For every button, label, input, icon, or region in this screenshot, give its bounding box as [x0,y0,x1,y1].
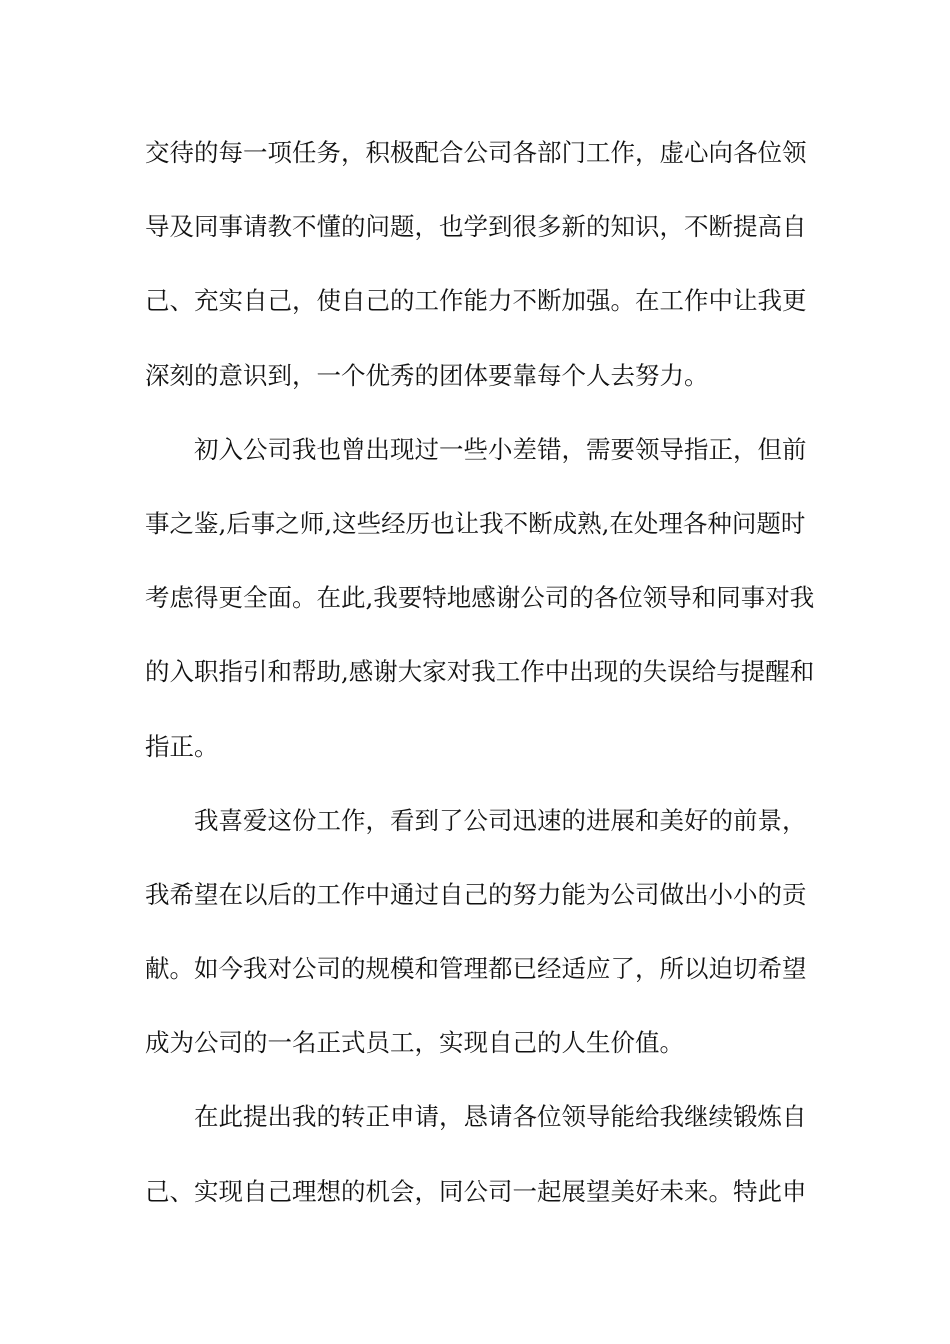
text-line: 考虑得更全面。在此,我要特地感谢公司的各位领导和同事对我 [145,583,815,613]
text-line: 交待的每一项任务，积极配合公司各部门工作，虚心向各位领 [145,138,807,167]
text-line: 的入职指引和帮助,感谢大家对我工作中出现的失误给与提醒和 [145,657,815,687]
text-line: 在此提出我的转正申请，恳请各位领导能给我继续锻炼自 [194,1102,807,1132]
text-line: 我希望在以后的工作中通过自己的努力能为公司做出小小的贡 [145,879,807,909]
text-line: 导及同事请教不懂的问题，也学到很多新的知识，不断提高自 [145,212,807,242]
text-line: 事之鉴,后事之师,这些经历也让我不断成熟,在处理各种问题时 [145,508,806,538]
text-line: 献。如今我对公司的规模和管理都已经适应了，所以迫切希望 [145,954,807,984]
text-line: 指正。 [145,731,219,761]
text-line: 初入公司我也曾出现过一些小差错，需要领导指正，但前 [194,434,807,464]
paragraph-1 [145,131,815,428]
paragraph-3 [145,799,815,1096]
document-body [145,131,815,1244]
text-line: 己、实现自己理想的机会，同公司一起展望美好未来。特此申 [145,1176,807,1206]
text-line: 深刻的意识到，一个优秀的团体要靠每个人去努力。 [145,360,709,390]
text-line: 成为公司的一名正式员工，实现自己的人生价值。 [145,1028,684,1058]
text-line: 己、充实自己，使自己的工作能力不断加强。在工作中让我更 [145,286,807,316]
paragraph-2 [145,428,815,799]
paragraph-4 [145,1095,815,1243]
text-line: 我喜爱这份工作，看到了公司迅速的进展和美好的前景， [194,805,807,835]
